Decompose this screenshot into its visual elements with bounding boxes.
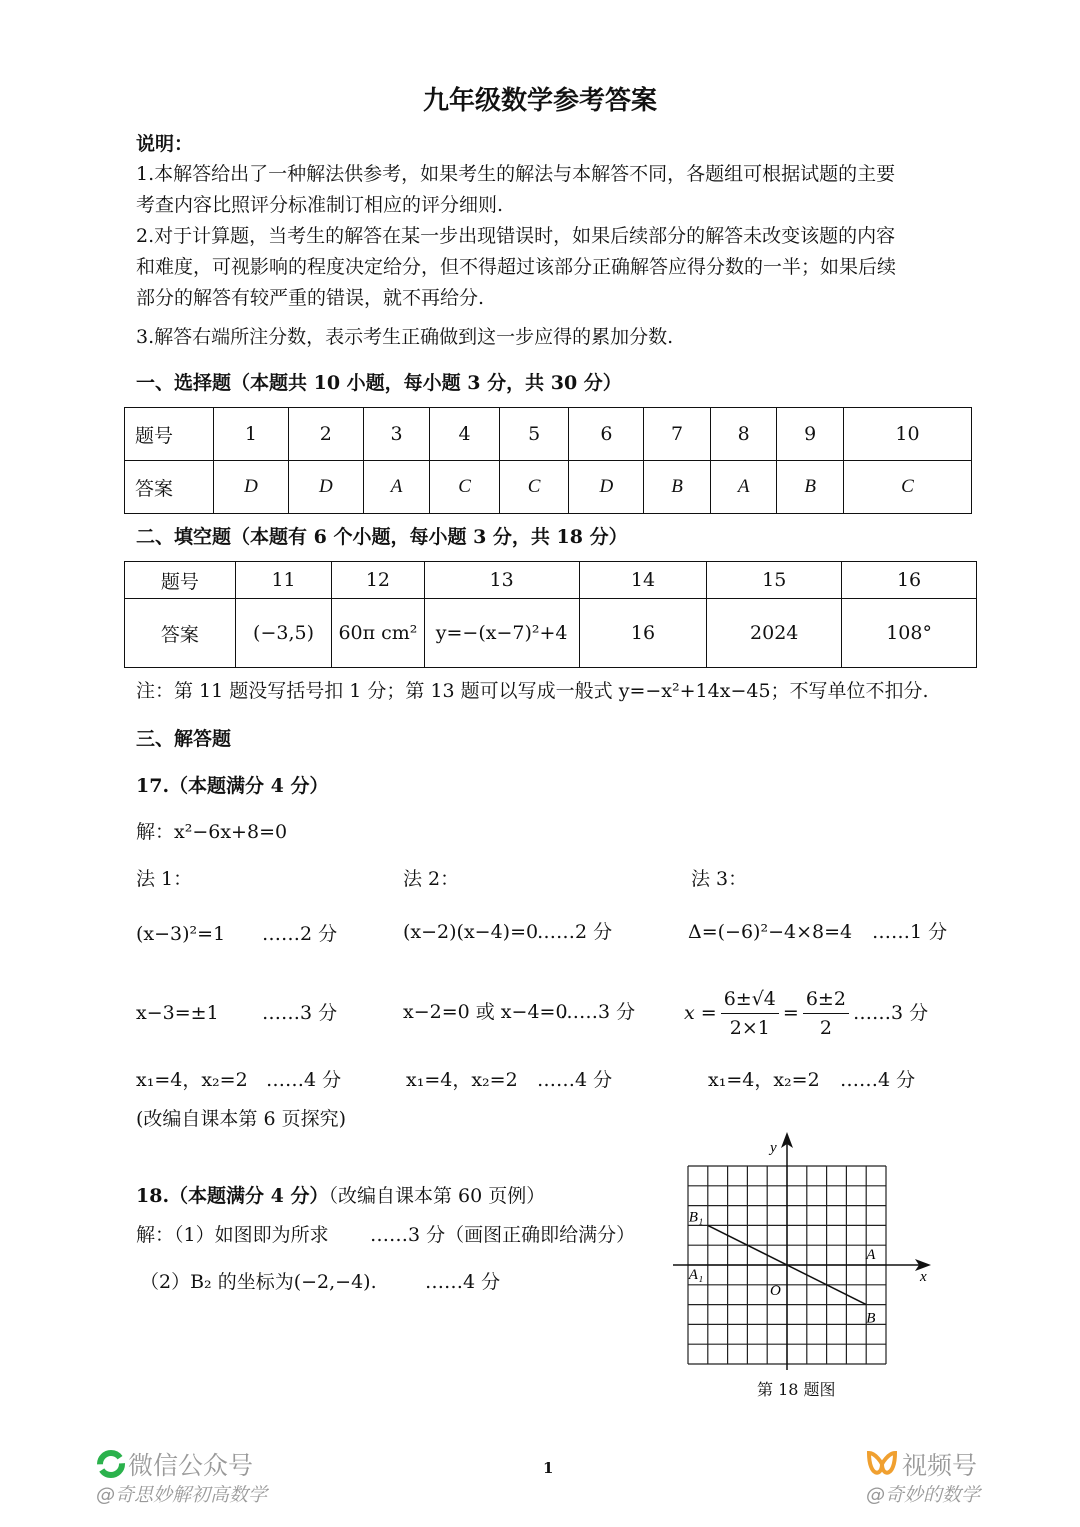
table-cell: 16 — [579, 599, 707, 668]
table-cell: D — [288, 461, 363, 514]
page-title: 九年级数学参考答案 — [422, 86, 657, 116]
notes-line: 考查内容比照评分标准制订相应的评分细则. — [136, 194, 504, 216]
table-cell: 题号 — [125, 562, 236, 599]
table-cell: 16 — [842, 562, 977, 599]
table-cell: 15 — [707, 562, 842, 599]
m1-step: x−3=±1 — [136, 1002, 219, 1024]
notes-heading: 说明： — [136, 133, 194, 155]
m2-step: x₁=4，x₂=2 — [406, 1069, 518, 1091]
table-cell: (−3,5) — [235, 599, 332, 668]
table-cell: 4 — [430, 408, 500, 461]
page-number: 1 — [543, 1459, 554, 1477]
notes-line: 和难度，可视影响的程度决定给分，但不得超过该部分正确解答应得分数的一半；如果后续 — [136, 256, 897, 278]
notes-line: 部分的解答有较严重的错误，就不再给分. — [136, 287, 485, 309]
denominator: 2 — [819, 1016, 832, 1039]
table-cell: B — [644, 461, 711, 514]
origin-label: O — [770, 1283, 781, 1299]
q17-equation: 解：x²−6x+8=0 — [136, 821, 288, 843]
channels-handle: @奇妙的数学 — [866, 1484, 981, 1506]
wechat-handle: @奇思妙解初高数学 — [96, 1484, 268, 1506]
table-cell: 14 — [579, 562, 707, 599]
table-cell: C — [499, 461, 569, 514]
table-cell: 1 — [214, 408, 289, 461]
table-cell: D — [569, 461, 644, 514]
q17-heading: 17.（本题满分 4 分） — [136, 775, 329, 797]
table-cell: 答案 — [125, 599, 236, 668]
m2-step: (x−2)(x−4)=0 — [403, 921, 539, 943]
numerator: 6±2 — [803, 985, 849, 1014]
q17-source: (改编自课本第 6 页探究) — [136, 1108, 346, 1130]
point-label: B₁ — [688, 1209, 704, 1226]
point-label: A — [866, 1247, 876, 1263]
m1-step: x₁=4，x₂=2 — [136, 1069, 248, 1091]
fraction-2 — [803, 985, 849, 1042]
wechat-watermark — [96, 1446, 253, 1482]
table-cell: B — [777, 461, 844, 514]
choice-answer-table — [124, 407, 972, 514]
table-cell: D — [214, 461, 289, 514]
section2-heading: 二、填空题（本题有 6 个小题，每小题 3 分，共 18 分） — [136, 526, 628, 548]
method1-label: 法 1： — [136, 868, 193, 890]
q18-heading: 18.（本题满分 4 分） — [136, 1185, 329, 1207]
m3-step: Δ=(−6)²−4×8=4 — [688, 921, 853, 943]
m2-score: ……4 分 — [537, 1069, 613, 1091]
notes-line: 3.解答右端所注分数，表示考生正确做到这一步应得的累加分数. — [136, 326, 674, 348]
notes-line: 1.本解答给出了一种解法供参考，如果考生的解法与本解答不同，各题组可根据试题的主要 — [136, 163, 896, 185]
channels-logo-icon — [866, 1449, 898, 1479]
fill-answer-table — [124, 561, 977, 668]
table-cell: A — [710, 461, 777, 514]
table-cell: 10 — [843, 408, 971, 461]
m2-score: ……2 分 — [537, 921, 613, 943]
method3-label: 法 3： — [691, 868, 748, 890]
m3-score: ……1 分 — [872, 921, 948, 943]
table-cell: 题号 — [125, 408, 214, 461]
table-cell: C — [430, 461, 500, 514]
m1-step: (x−3)²=1 — [136, 923, 226, 945]
q18-line1: 解：（1）如图即为所求 — [136, 1224, 329, 1246]
wechat-title: 微信公众号 — [128, 1451, 254, 1480]
table-cell: y=−(x−7)²+4 — [424, 599, 579, 668]
m1-score: ……2 分 — [262, 923, 338, 945]
table-cell: 答案 — [125, 461, 214, 514]
table-cell: 12 — [332, 562, 424, 599]
table-cell: 6 — [569, 408, 644, 461]
q18-line2-score: ……4 分 — [425, 1271, 501, 1293]
x-axis-label: x — [920, 1269, 927, 1285]
table-cell: 5 — [499, 408, 569, 461]
m3-score: ……4 分 — [840, 1069, 916, 1091]
table-cell: 3 — [363, 408, 430, 461]
table-cell: 108° — [842, 599, 977, 668]
m2-step: x−2=0 或 x−4=0 — [403, 1001, 568, 1023]
table-cell: 8 — [710, 408, 777, 461]
channels-watermark — [866, 1446, 977, 1482]
method2-label: 法 2： — [403, 868, 460, 890]
figure-caption: 第 18 题图 — [757, 1380, 836, 1399]
table-cell: A — [363, 461, 430, 514]
numerator: 6±√4 — [721, 985, 779, 1014]
q18-source: （改编自课本第 60 页例） — [328, 1185, 546, 1207]
point-label: B — [866, 1310, 876, 1327]
point-label: A₁ — [688, 1267, 704, 1283]
m3-step: x = — [684, 1002, 717, 1024]
coordinate-grid-figure — [670, 1130, 950, 1370]
q18-line1-score: ……3 分（画图正确即给满分） — [370, 1224, 636, 1246]
table-cell: 60π cm² — [332, 599, 424, 668]
m3-score: ……3 分 — [852, 1002, 929, 1024]
table-cell: 11 — [235, 562, 332, 599]
table-cell: 2 — [288, 408, 363, 461]
m1-score: ……4 分 — [266, 1069, 342, 1091]
section1-heading: 一、选择题（本题共 10 小题，每小题 3 分，共 30 分） — [136, 372, 622, 394]
section2-note: 注：第 11 题没写括号扣 1 分；第 13 题可以写成一般式 y=−x²+14x−45；不写单位不扣分. — [136, 680, 929, 702]
fraction-1 — [721, 985, 779, 1042]
channels-title: 视频号 — [902, 1451, 978, 1480]
section3-heading: 三、解答题 — [136, 728, 232, 750]
m3-formula — [684, 983, 928, 1043]
equals: = — [782, 1002, 799, 1024]
q18-line2: （2）B₂ 的坐标为(−2,−4). — [140, 1271, 377, 1293]
m2-score: ……3 分 — [560, 1001, 636, 1023]
table-cell: 13 — [424, 562, 579, 599]
m3-step: x₁=4，x₂=2 — [708, 1069, 820, 1091]
wechat-logo-icon — [96, 1449, 126, 1479]
m1-score: ……3 分 — [262, 1002, 338, 1024]
q18-heading-line — [136, 1184, 545, 1208]
table-cell: 2024 — [707, 599, 842, 668]
denominator: 2×1 — [729, 1016, 770, 1039]
table-cell: C — [843, 461, 971, 514]
table-cell: 7 — [644, 408, 711, 461]
notes-line: 2.对于计算题，当考生的解答在某一步出现错误时，如果后续部分的解答未改变该题的内容 — [136, 225, 896, 247]
y-axis-label: y — [770, 1140, 777, 1156]
table-cell: 9 — [777, 408, 844, 461]
